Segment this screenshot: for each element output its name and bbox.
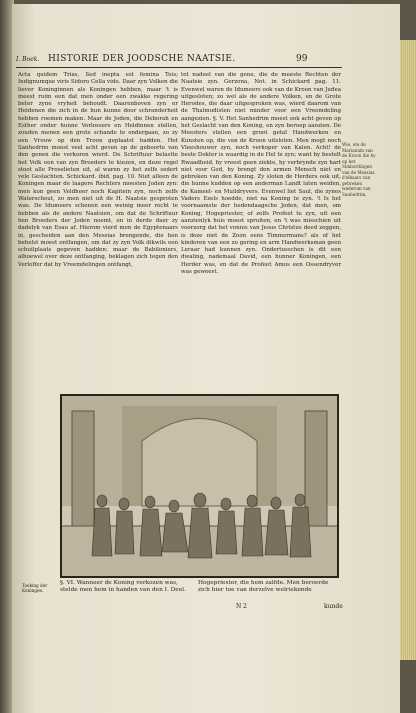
page-number: 99 <box>296 54 308 64</box>
margin-note: Wie, om de Marianum van de Kroon die hy op het Simbordingen van de Messias. d'elkaars van gebreken wederom van Sanhedrim. <box>342 142 376 197</box>
bottom-left-text: §. VI. Wanneer de Koning verkozen was, stelde men hem in handen van den I. Deel. <box>60 580 186 593</box>
running-title: HISTORIE DER JOODSCHE NAATSIE. <box>48 54 236 64</box>
margin-mark: Toeking der Koningen. <box>22 583 48 593</box>
book-label: I. Boek. <box>16 56 40 63</box>
engraving-illustration <box>62 396 337 576</box>
page-header <box>16 54 396 68</box>
catchword: kunde <box>324 603 343 610</box>
page-stack-edge <box>400 40 416 660</box>
bottom-right-text: Hogepriester, die hem zalfde. Men beroerde zich hier toe van derzelve welriekende <box>198 580 329 593</box>
right-text-column: tot nadeel van die gene, die de meeste Rechten der Naatsie zyn. Gerzona, Not. in Schickard pag. 11. Evenwel waren de Idumeers ook van de Kroon van Judea uitgesloten; zo wel als de andere Volken, en de Grote Herodes, die daar uitgesproken was, wierd daarom van de Thalmudisten niet minder voor een Vreemdeling aangezien. §. V. Het Sanhedrim moest ook acht geven op het Geslacht van den Koning, en zyn beroep aanzien. De Meesters stellen een groot getal Handwerken en Kunsten op, die van de Kroon uitsloten. Men mogt noch Vleeshouwer zyn, noch verkoper van Kalen. Acht! de beste Dokter is waardig in de Hel te zyn; want by bestelt Rwaadheid, by vreest geen ziekte, hy verbrynde zyn hart niet voor God, hy brengt den armen Mensch niet en gebreken van den Koning. Zy sloten de Herders ook uit, die hunne kudden op een anderman Landt laten weiden, de Kameel- en Muildryvers. Evenwel liet Saul, die zynes Vaders Ezels hoedde, niet na Koning te zyn. 't Is het voornaamste der hedendaagsche Joden, dat men, om Koning, Hogepriester, of zelfs Profeet te zyn, uit een aanzienlyk huis moest spruiten, en 't was misschien uit voorzorg dat het vonnis van Jesus Christus deed zeggen, is deze niet de Zoon eens Timmermans? als of het kinderen van een zo gering en arm Handwerksman geen Leraar had kunnen zyn. Ondertusschen is dit een dwaling, nademaal David, een hunner Koningen, een Herder was, en dat de Profeet Amos een Ossendryver was geweest. <box>181 72 341 276</box>
header-rule <box>16 67 342 68</box>
left-text-column: Acta quidem Trias, Sed inepta est femina Teis; Indignumque viris Sidoro Cella vido. Daar zyn Volken die liever Koninginnen als Koningen hebben, maar 't is meest ruim een dat men onder een zwakke regering beter zyne vryheit behoudt. Daarenboven zyn er Heidenen die zich in de hun kunne door schranderheit hebben roemen maken. Maar de Joden, die Deborah en Esther onder hunne Verlossers en Heldinnen stellen, zouden menen een grote schande te ondergaan, zo zy een Vrouw op den Troon geplaatst hadden. Het Sanhedrim moest veel acht geven op de geboorte van den genen die verkoren wierd. De Schriftuur belastte het Volk een van zyn Broeders te kiezen, en deze regel stoot alle Proselieten uit, al waren zy het zelfs sedert vele Geslachten. Schickard. ibid. pag. 10. Niet alleen de Koningen maar de laagere Rechters moesten Joden zyn: men kon geen Veldheer noch Kapitein zyn, noch zelfs Waterschout, zo men niet uit de H. Naatsie gesproten was. De Idumeers schenen een weinig meer recht te hebben als de andere Naatsien, om dat de Schriftuur hen Broeders der Joden noemt, en in derde daer zy dadelyk van Esau af. Hierom vierd men de Egyptenaars in, gescheiden aan den Messias brengende, die hen behelst moest ontfangen, om dat zy zyn Volk dikwils een schuilplaats gegeven hadden: maar de Babiloniers, alhoewel over deze ontfanging, beklagen zich tegen den Verloffer dat by Vreemdelingen ontfangt, <box>18 72 178 268</box>
engraving-plate <box>60 394 339 578</box>
signature-mark: N 2 <box>236 603 247 610</box>
